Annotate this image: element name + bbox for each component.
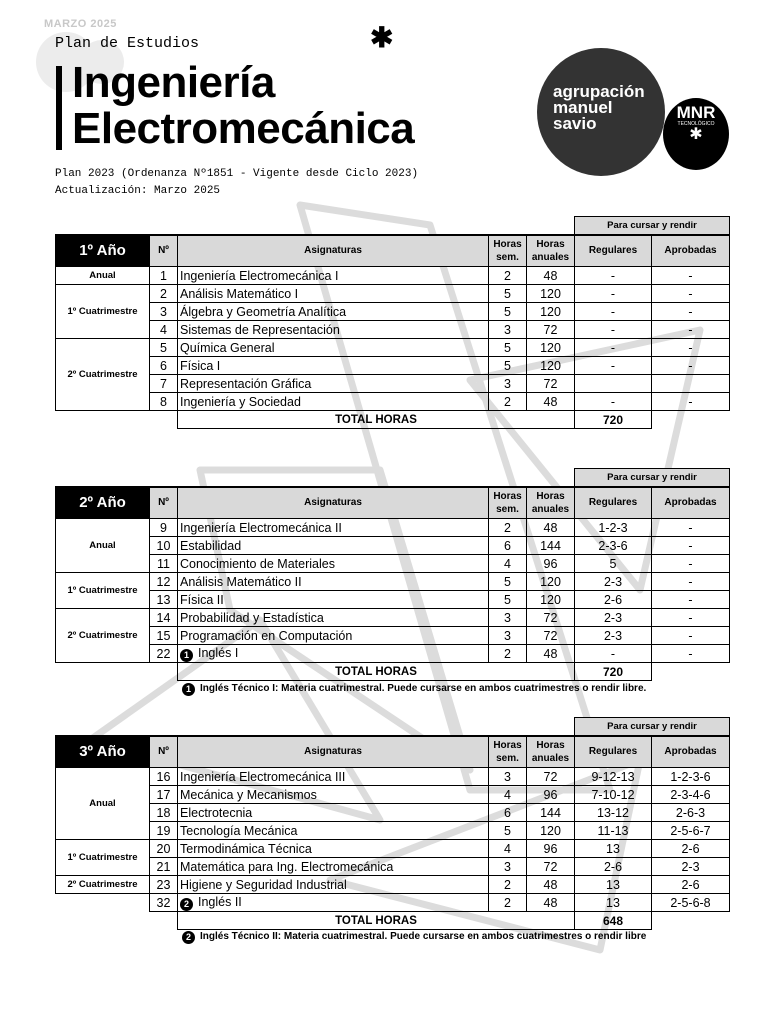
plan-subtitle: Plan 2023 (Ordenanza Nº1851 - Vigente desde Ciclo 2023): [55, 168, 419, 180]
total-row: [56, 411, 730, 429]
subject-name: Análisis Matemático I: [178, 285, 489, 303]
subject-number: 7: [150, 375, 178, 393]
approved-prereq: -: [652, 285, 730, 303]
year3-table: [55, 717, 730, 930]
weekly-hours: 2: [489, 393, 527, 411]
approved-prereq: -: [652, 537, 730, 555]
total-label: TOTAL HORAS: [178, 663, 575, 681]
period-cell: Anual: [56, 519, 150, 573]
annual-hours: 48: [527, 393, 575, 411]
annual-hours: 144: [527, 804, 575, 822]
annual-hours: 72: [527, 627, 575, 645]
col-horas-anuales: Horas anuales: [527, 235, 575, 267]
table-row: [56, 339, 730, 357]
year1-table: [55, 216, 730, 429]
table-row: [56, 375, 730, 393]
annual-hours: 72: [527, 375, 575, 393]
subject-number: 6: [150, 357, 178, 375]
footnote-text: Inglés Técnico II: Materia cuatrimestral. Puede cursarse en ambos cuatrimestres o rendir libre: [200, 931, 647, 942]
regular-prereq: -: [575, 285, 652, 303]
subject-number: 22: [150, 645, 178, 663]
table-row: [56, 768, 730, 786]
annual-hours: 72: [527, 609, 575, 627]
subject-number: 16: [150, 768, 178, 786]
total-row: [56, 912, 730, 930]
year-label: 3º Año: [56, 736, 150, 768]
table-row: [56, 267, 730, 285]
approved-prereq: -: [652, 339, 730, 357]
approved-prereq: -: [652, 555, 730, 573]
weekly-hours: 5: [489, 573, 527, 591]
subject-name: Ingeniería Electromecánica II: [178, 519, 489, 537]
col-regulares: Regulares: [575, 736, 652, 768]
regular-prereq: [575, 375, 652, 393]
mnr-logo-subtext: TECNOLÓGICO: [677, 121, 715, 127]
annual-hours: 96: [527, 555, 575, 573]
approved-prereq: -: [652, 591, 730, 609]
annual-hours: 120: [527, 339, 575, 357]
approved-prereq: -: [652, 303, 730, 321]
total-row: [56, 663, 730, 681]
regular-prereq: 13: [575, 894, 652, 912]
approved-prereq: 2-3-4-6: [652, 786, 730, 804]
subject-name: Física II: [178, 591, 489, 609]
table-row: [56, 393, 730, 411]
utn-emblem: ✱: [370, 22, 394, 53]
table-row: [56, 591, 730, 609]
regular-prereq: 2-3: [575, 627, 652, 645]
period-cell: 1º Cuatrimestre: [56, 573, 150, 609]
col-aprobadas: Aprobadas: [652, 487, 730, 519]
logo-line-3: savio: [553, 114, 597, 133]
regular-prereq: -: [575, 339, 652, 357]
ghost-date: MARZO 2025: [44, 18, 117, 30]
table-row: [56, 840, 730, 858]
weekly-hours: 5: [489, 591, 527, 609]
col-nro: Nº: [150, 487, 178, 519]
weekly-hours: 3: [489, 768, 527, 786]
col-nro: Nº: [150, 736, 178, 768]
subject-name: 1 Inglés I: [178, 645, 489, 663]
weekly-hours: 5: [489, 357, 527, 375]
col-asignaturas: Asignaturas: [178, 736, 489, 768]
annual-hours: 96: [527, 786, 575, 804]
annual-hours: 48: [527, 519, 575, 537]
weekly-hours: 2: [489, 894, 527, 912]
approved-prereq: 2-6-3: [652, 804, 730, 822]
table-row: [56, 537, 730, 555]
approved-prereq: -: [652, 573, 730, 591]
col-aprobadas: Aprobadas: [652, 736, 730, 768]
total-label: TOTAL HORAS: [178, 411, 575, 429]
weekly-hours: 2: [489, 519, 527, 537]
subject-number: 12: [150, 573, 178, 591]
weekly-hours: 5: [489, 822, 527, 840]
subject-number: 18: [150, 804, 178, 822]
subject-number: 21: [150, 858, 178, 876]
approved-prereq: -: [652, 393, 730, 411]
total-value: 720: [575, 663, 652, 681]
logo-line-2: manuel: [553, 98, 613, 117]
table-row: [56, 609, 730, 627]
table-row: [56, 627, 730, 645]
table-row: [56, 519, 730, 537]
approved-prereq: -: [652, 645, 730, 663]
total-label: TOTAL HORAS: [178, 912, 575, 930]
weekly-hours: 4: [489, 555, 527, 573]
subject-name: Álgebra y Geometría Analítica: [178, 303, 489, 321]
weekly-hours: 5: [489, 285, 527, 303]
regular-prereq: 13-12: [575, 804, 652, 822]
para-cursar-header: Para cursar y rendir: [575, 469, 730, 488]
subject-number: 10: [150, 537, 178, 555]
subject-number: 5: [150, 339, 178, 357]
annual-hours: 120: [527, 822, 575, 840]
subject-name: Representación Gráfica: [178, 375, 489, 393]
subject-number: 4: [150, 321, 178, 339]
col-horas-anuales: Horas anuales: [527, 736, 575, 768]
subject-number: 11: [150, 555, 178, 573]
footnote-badge: 1: [180, 649, 193, 662]
col-nro: Nº: [150, 235, 178, 267]
annual-hours: 48: [527, 267, 575, 285]
title-line-2: Electromecánica: [72, 104, 415, 153]
title-line-1: Ingeniería: [72, 58, 275, 107]
weekly-hours: 2: [489, 876, 527, 894]
subject-name: Estabilidad: [178, 537, 489, 555]
subject-name: Sistemas de Representación: [178, 321, 489, 339]
period-cell: 2º Cuatrimestre: [56, 339, 150, 411]
para-cursar-header: Para cursar y rendir: [575, 217, 730, 236]
approved-prereq: 2-6: [652, 876, 730, 894]
subject-number: 9: [150, 519, 178, 537]
total-value: 720: [575, 411, 652, 429]
regular-prereq: 2-3-6: [575, 537, 652, 555]
subject-name: Física I: [178, 357, 489, 375]
period-cell: 1º Cuatrimestre: [56, 840, 150, 876]
regular-prereq: 13: [575, 840, 652, 858]
page-title: [72, 60, 414, 152]
subject-number: 23: [150, 876, 178, 894]
annual-hours: 72: [527, 321, 575, 339]
mnr-logo: [663, 98, 729, 170]
subject-number: 3: [150, 303, 178, 321]
subject-name: Mecánica y Mecanismos: [178, 786, 489, 804]
table-row: [56, 357, 730, 375]
approved-prereq: -: [652, 609, 730, 627]
col-regulares: Regulares: [575, 487, 652, 519]
table-row: [56, 822, 730, 840]
period-cell: 2º Cuatrimestre: [56, 609, 150, 663]
footnote-badge: 2: [180, 898, 193, 911]
agrupacion-logo-text: [553, 84, 653, 132]
annual-hours: 96: [527, 840, 575, 858]
weekly-hours: 3: [489, 609, 527, 627]
footnote-ingles-2: [182, 931, 646, 944]
weekly-hours: 4: [489, 786, 527, 804]
approved-prereq: 2-6: [652, 840, 730, 858]
subject-name: Matemática para Ing. Electromecánica: [178, 858, 489, 876]
annual-hours: 120: [527, 573, 575, 591]
subject-number: 15: [150, 627, 178, 645]
annual-hours: 144: [527, 537, 575, 555]
year-label: 1º Año: [56, 235, 150, 267]
footnote-ingles-1: [182, 683, 646, 696]
table-row: [56, 894, 730, 912]
col-horas-sem: Horas sem.: [489, 487, 527, 519]
para-cursar-header: Para cursar y rendir: [575, 718, 730, 737]
table-row: [56, 876, 730, 894]
col-horas-sem: Horas sem.: [489, 736, 527, 768]
weekly-hours: 5: [489, 339, 527, 357]
weekly-hours: 6: [489, 537, 527, 555]
subject-name: Probabilidad y Estadística: [178, 609, 489, 627]
footnote-text: Inglés Técnico I: Materia cuatrimestral. Puede cursarse en ambos cuatrimestres o rendir libre.: [200, 683, 647, 694]
regular-prereq: 9-12-13: [575, 768, 652, 786]
approved-prereq: -: [652, 357, 730, 375]
subject-number: 13: [150, 591, 178, 609]
subject-number: 8: [150, 393, 178, 411]
table-row: [56, 303, 730, 321]
regular-prereq: 2-3: [575, 573, 652, 591]
period-cell: Anual: [56, 267, 150, 285]
year2-table: [55, 468, 730, 681]
annual-hours: 120: [527, 591, 575, 609]
approved-prereq: -: [652, 267, 730, 285]
regular-prereq: -: [575, 357, 652, 375]
subject-name: Ingeniería y Sociedad: [178, 393, 489, 411]
annual-hours: 72: [527, 768, 575, 786]
subject-name: Análisis Matemático II: [178, 573, 489, 591]
annual-hours: 72: [527, 858, 575, 876]
subject-number: 1: [150, 267, 178, 285]
regular-prereq: 1-2-3: [575, 519, 652, 537]
regular-prereq: 7-10-12: [575, 786, 652, 804]
weekly-hours: 5: [489, 303, 527, 321]
approved-prereq: 2-3: [652, 858, 730, 876]
plan-de-estudios-label: Plan de Estudios: [55, 35, 200, 52]
subject-number: 2: [150, 285, 178, 303]
approved-prereq: 2-5-6-7: [652, 822, 730, 840]
subject-name: Termodinámica Técnica: [178, 840, 489, 858]
subject-name: 2 Inglés II: [178, 894, 489, 912]
period-cell: Anual: [56, 768, 150, 840]
regular-prereq: 13: [575, 876, 652, 894]
regular-prereq: -: [575, 645, 652, 663]
subject-name: Electrotecnia: [178, 804, 489, 822]
mnr-star-icon: ✱: [689, 126, 703, 143]
update-date: Actualización: Marzo 2025: [55, 185, 221, 197]
subject-name: Química General: [178, 339, 489, 357]
weekly-hours: 3: [489, 627, 527, 645]
logo-line-1: agrupación: [553, 82, 645, 101]
approved-prereq: -: [652, 321, 730, 339]
subject-name: Conocimiento de Materiales: [178, 555, 489, 573]
mnr-logo-text: MNR: [676, 103, 716, 122]
table-row: [56, 555, 730, 573]
regular-prereq: -: [575, 303, 652, 321]
table-row: [56, 858, 730, 876]
table-row: [56, 786, 730, 804]
title-accent-bar: [56, 66, 62, 150]
weekly-hours: 2: [489, 645, 527, 663]
total-value: 648: [575, 912, 652, 930]
weekly-hours: 3: [489, 858, 527, 876]
period-cell: 2º Cuatrimestre: [56, 876, 150, 894]
annual-hours: 120: [527, 303, 575, 321]
year-label: 2º Año: [56, 487, 150, 519]
subject-number: 17: [150, 786, 178, 804]
subject-number: 19: [150, 822, 178, 840]
table-row: [56, 285, 730, 303]
weekly-hours: 4: [489, 840, 527, 858]
table-row: [56, 573, 730, 591]
period-cell: 1º Cuatrimestre: [56, 285, 150, 339]
annual-hours: 48: [527, 876, 575, 894]
regular-prereq: -: [575, 267, 652, 285]
regular-prereq: 2-6: [575, 858, 652, 876]
weekly-hours: 2: [489, 267, 527, 285]
subject-name: Ingeniería Electromecánica III: [178, 768, 489, 786]
approved-prereq: 1-2-3-6: [652, 768, 730, 786]
table-row: [56, 645, 730, 663]
weekly-hours: 6: [489, 804, 527, 822]
col-asignaturas: Asignaturas: [178, 487, 489, 519]
subject-number: 20: [150, 840, 178, 858]
approved-prereq: -: [652, 627, 730, 645]
regular-prereq: 11-13: [575, 822, 652, 840]
annual-hours: 48: [527, 894, 575, 912]
subject-name: Programación en Computación: [178, 627, 489, 645]
annual-hours: 120: [527, 285, 575, 303]
regular-prereq: 2-6: [575, 591, 652, 609]
subject-number: 14: [150, 609, 178, 627]
annual-hours: 48: [527, 645, 575, 663]
annual-hours: 120: [527, 357, 575, 375]
col-aprobadas: Aprobadas: [652, 235, 730, 267]
table-row: [56, 321, 730, 339]
regular-prereq: 2-3: [575, 609, 652, 627]
subject-number: 32: [150, 894, 178, 912]
col-horas-sem: Horas sem.: [489, 235, 527, 267]
regular-prereq: 5: [575, 555, 652, 573]
approved-prereq: -: [652, 519, 730, 537]
weekly-hours: 3: [489, 375, 527, 393]
subject-name: Tecnología Mecánica: [178, 822, 489, 840]
col-horas-anuales: Horas anuales: [527, 487, 575, 519]
footnote-badge: 1: [182, 683, 195, 696]
subject-name: Ingeniería Electromecánica I: [178, 267, 489, 285]
approved-prereq: 2-5-6-8: [652, 894, 730, 912]
subject-name: Higiene y Seguridad Industrial: [178, 876, 489, 894]
weekly-hours: 3: [489, 321, 527, 339]
approved-prereq: [652, 375, 730, 393]
col-regulares: Regulares: [575, 235, 652, 267]
col-asignaturas: Asignaturas: [178, 235, 489, 267]
regular-prereq: -: [575, 393, 652, 411]
regular-prereq: -: [575, 321, 652, 339]
footnote-badge: 2: [182, 931, 195, 944]
table-row: [56, 804, 730, 822]
